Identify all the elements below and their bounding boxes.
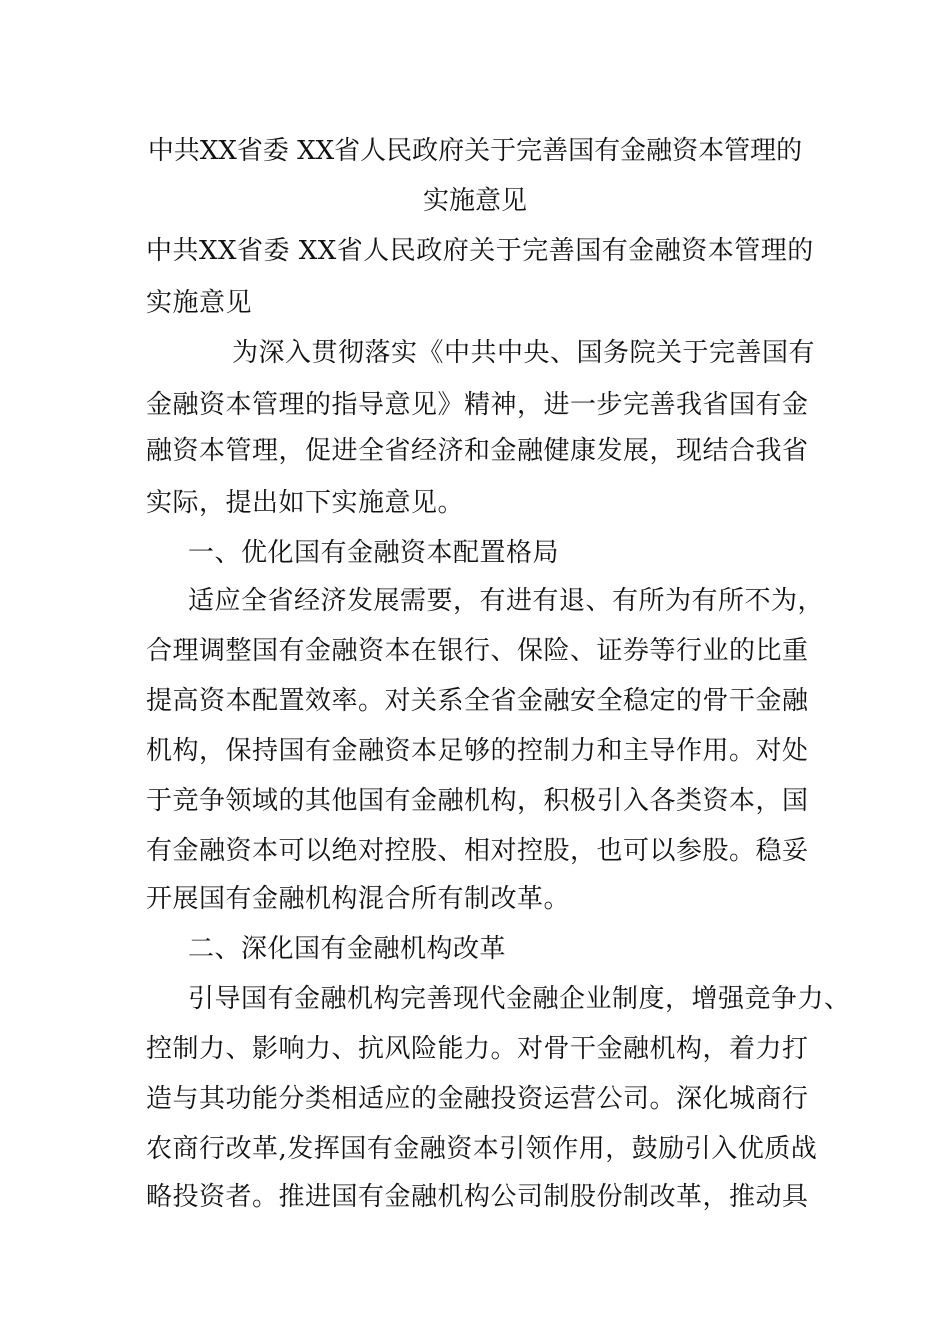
section-1-line: 提高资本配置效率。对关系全省金融安全稳定的骨干金融	[146, 686, 809, 716]
intro-line: 金融资本管理的指导意见》精神，进一步完善我省国有金	[146, 390, 809, 420]
subtitle-line-2: 实施意见	[146, 288, 253, 318]
section-1-line: 于竞争领域的其他国有金融机构，积极引入各类资本，国	[146, 786, 809, 816]
section-1-line: 开展国有金融机构混合所有制改革。	[146, 884, 571, 914]
section-2-line: 略投资者。推进国有金融机构公司制股份制改革，推动具	[146, 1182, 809, 1212]
section-1-line: 适应全省经济发展需要，有进有退、有所为有所不为，	[188, 586, 825, 616]
document-title-line-2: 实施意见	[422, 186, 527, 216]
subtitle-line-1: 中共XX省委 XX省人民政府关于完善国有金融资本管理的	[146, 236, 814, 266]
section-2-line: 控制力、影响力、抗风险能力。对骨干金融机构，着力打	[146, 1034, 809, 1064]
intro-line: 实际，提出如下实施意见。	[146, 488, 465, 518]
section-1-line: 有金融资本可以绝对控股、相对控股，也可以参股。稳妥	[146, 836, 809, 866]
section-2-heading: 二、深化国有金融机构改革	[188, 934, 507, 964]
intro-line: 为深入贯彻落实《中共中央、国务院关于完善国有	[232, 338, 816, 368]
section-1-heading: 一、优化国有金融资本配置格局	[188, 538, 560, 568]
section-2-line: 引导国有金融机构完善现代金融企业制度，增强竞争力、	[188, 984, 851, 1014]
section-2-line: 造与其功能分类相适应的金融投资运营公司。深化城商行	[146, 1084, 809, 1114]
section-1-line: 机构，保持国有金融资本足够的控制力和主导作用。对处	[146, 736, 809, 766]
document-title-line-1: 中共XX省委 XX省人民政府关于完善国有金融资本管理的	[147, 136, 803, 166]
intro-line: 融资本管理，促进全省经济和金融健康发展，现结合我省	[146, 436, 809, 466]
section-2-line: 农商行改革,发挥国有金融资本引领作用，鼓励引入优质战	[146, 1134, 818, 1164]
section-1-line: 合理调整国有金融资本在银行、保险、证券等行业的比重	[146, 636, 809, 666]
